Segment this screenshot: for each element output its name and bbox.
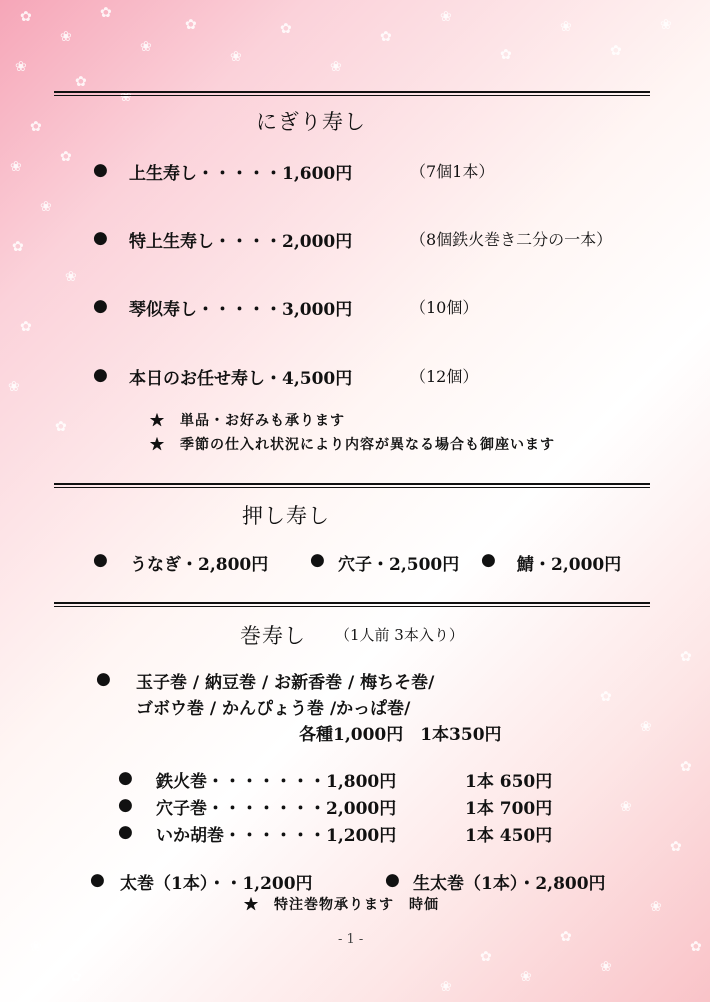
menu-item-name: うなぎ・2,800円 (130, 555, 269, 575)
menu-item-name: 本日のお任せ寿し・4,500円 (129, 369, 353, 389)
menu-note: ★ 季節の仕入れ状況により内容が異なる場合も御座います (150, 437, 555, 453)
menu-item-detail: （8個鉄火巻き二分の一本） (410, 230, 613, 249)
nigiri-section-title: にぎり寿し (256, 110, 366, 134)
bullet-icon: ● (96, 669, 111, 689)
bullet-icon: ● (310, 550, 325, 570)
bullet-icon: ● (93, 296, 108, 316)
section-divider (54, 91, 650, 96)
menu-item-name: 太巻（1本）・・1,200円 (120, 874, 313, 894)
oshi-section-title: 押し寿し (242, 504, 330, 528)
bullet-icon: ● (118, 795, 133, 815)
menu-item-name: 上生寿し・・・・・1,600円 (129, 164, 353, 184)
maki-variety-line: 玉子巻 / 納豆巻 / お新香巻 / 梅ちそ巻/ (136, 673, 435, 693)
page-number: - 1 - (338, 932, 364, 947)
menu-item-name: 穴子・2,500円 (338, 555, 460, 575)
bullet-icon: ● (118, 822, 133, 842)
maki-variety-line: ゴボウ巻 / かんぴょう巻 /かっぱ巻/ (136, 699, 411, 719)
menu-item-single-price: 1本 450円 (465, 826, 553, 846)
menu-item-name: 鯖・2,000円 (517, 555, 622, 575)
menu-item-name: 穴子巻・・・・・・・2,000円 (156, 799, 397, 819)
section-divider (54, 483, 650, 488)
menu-note: ★ 単品・お好みも承ります (150, 413, 345, 429)
bullet-icon: ● (93, 160, 108, 180)
menu-item-name: 鉄火巻・・・・・・・1,800円 (156, 772, 397, 792)
menu-item-detail: （10個） (410, 298, 479, 317)
maki-section-title: 巻寿し (240, 624, 306, 648)
flower-pattern-background: ✿ ❀ ✿ ❀ ✿ ❀ ❀ ✿ ❀ ✿ ❀ ✿ ❀ ✿ ❀ ✿ ❀ ✿ ✿ ❀ ✿ ❀ ✿ ❀ ✿ ❀ ✿ ❀ ✿ ❀ ✿ ❀ ✿ ❀ ✿ ❀ ✿ ❀ ✿ ❀ ✿ (8, 5, 702, 995)
bullet-icon: ● (93, 228, 108, 248)
menu-item-name: 特上生寿し・・・・2,000円 (129, 232, 353, 252)
section-divider (54, 602, 650, 607)
bullet-icon: ● (481, 550, 496, 570)
menu-item-detail: （7個1本） (410, 162, 495, 181)
bullet-icon: ● (118, 768, 133, 788)
menu-item-name: 琴似寿し・・・・・3,000円 (129, 300, 353, 320)
bullet-icon: ● (90, 870, 105, 890)
menu-item-name: 生太巻（1本）・2,800円 (413, 874, 606, 894)
menu-note: ★ 特注巻物承ります 時価 (244, 897, 439, 913)
bullet-icon: ● (385, 870, 400, 890)
menu-item-detail: （12個） (410, 367, 479, 386)
menu-item-single-price: 1本 650円 (465, 772, 553, 792)
maki-variety-price: 各種1,000円 1本350円 (299, 725, 502, 745)
bullet-icon: ● (93, 365, 108, 385)
menu-item-name: いか胡巻・・・・・・1,200円 (156, 826, 397, 846)
bullet-icon: ● (93, 550, 108, 570)
maki-section-subtitle: （1人前 3本入り） (335, 626, 464, 644)
menu-item-single-price: 1本 700円 (465, 799, 553, 819)
